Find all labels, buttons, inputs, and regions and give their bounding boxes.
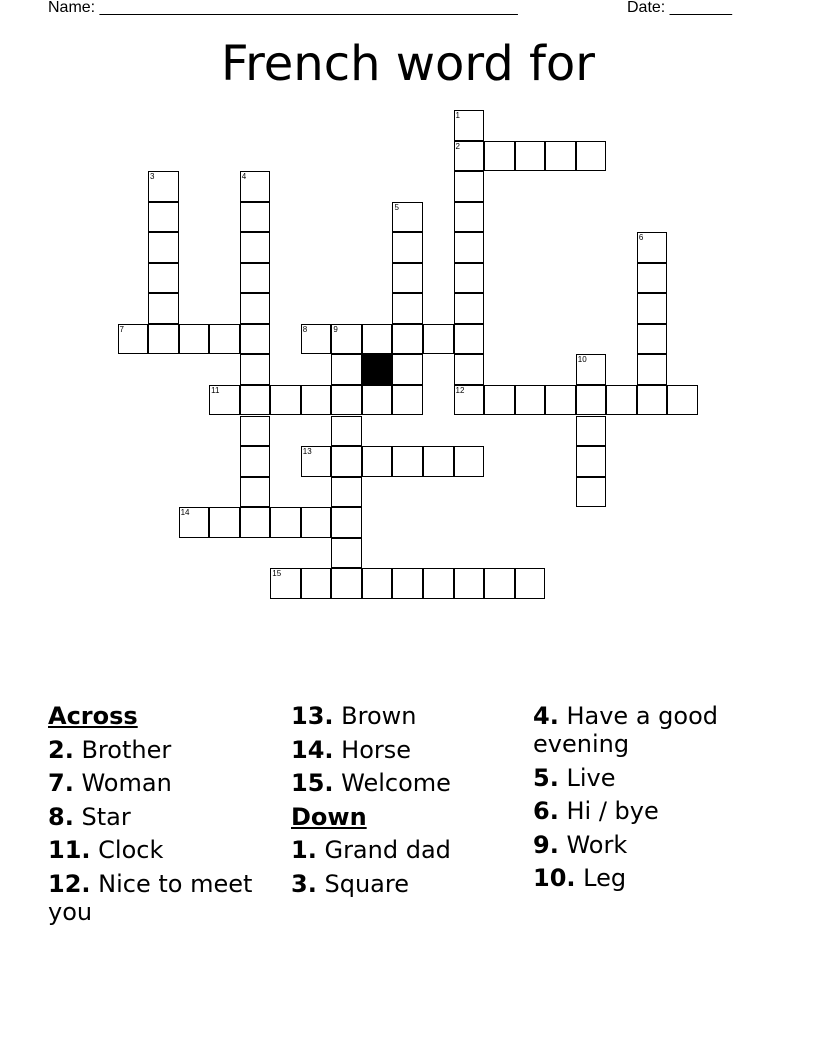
crossword-cell[interactable] [362, 568, 393, 599]
clue-text: Hi / bye [566, 797, 659, 825]
crossword-cell[interactable] [454, 263, 485, 294]
crossword-cell[interactable] [240, 232, 271, 263]
clue-number: 10. [533, 864, 576, 892]
crossword-cell[interactable] [454, 385, 485, 416]
clue-column-1 [48, 702, 278, 931]
crossword-cell[interactable] [606, 385, 637, 416]
crossword-cell[interactable] [240, 446, 271, 477]
date-field[interactable]: Date: _______ [627, 0, 732, 16]
crossword-cell[interactable] [301, 385, 332, 416]
crossword-cell[interactable] [301, 568, 332, 599]
clue-number-label: 10 [577, 355, 587, 365]
crossword-cell[interactable] [454, 110, 485, 141]
crossword-cell[interactable] [423, 324, 454, 355]
crossword-cell[interactable] [637, 354, 668, 385]
crossword-cell[interactable] [484, 141, 515, 172]
crossword-cell[interactable] [576, 141, 607, 172]
crossword-cell[interactable] [362, 324, 393, 355]
crossword-cell[interactable] [392, 232, 423, 263]
crossword-cell[interactable] [270, 385, 301, 416]
crossword-cell[interactable] [454, 354, 485, 385]
crossword-cell[interactable] [240, 293, 271, 324]
clue-text: Clock [98, 836, 164, 864]
clue-number-label: 12 [455, 385, 465, 395]
clue-number: 6. [533, 797, 559, 825]
clue-item [291, 769, 521, 797]
crossword-black-cell [362, 354, 393, 385]
clue-number-label: 4 [241, 172, 247, 182]
clue-item [48, 803, 278, 831]
name-field[interactable]: Name: _______________________________________________ [48, 0, 518, 16]
crossword-cell[interactable] [576, 477, 607, 508]
crossword-cell[interactable] [454, 232, 485, 263]
clue-text: Welcome [341, 769, 451, 797]
crossword-cell[interactable] [423, 568, 454, 599]
crossword-cell[interactable] [454, 171, 485, 202]
crossword-cell[interactable] [179, 507, 210, 538]
clue-text: Grand dad [324, 836, 451, 864]
clue-item [533, 864, 763, 892]
crossword-cell[interactable] [576, 385, 607, 416]
crossword-cell[interactable] [240, 477, 271, 508]
clue-item [291, 736, 521, 764]
clue-text: Nice to meet you [48, 869, 253, 926]
clue-column-2 [291, 702, 521, 903]
crossword-cell[interactable] [362, 446, 393, 477]
clue-number-label: 8 [302, 324, 308, 334]
clue-text: Brown [341, 702, 417, 730]
clue-item [48, 736, 278, 764]
crossword-cell[interactable] [392, 446, 423, 477]
clue-number: 3. [291, 869, 317, 898]
clue-number-label: 6 [638, 233, 644, 243]
clue-item [533, 831, 763, 859]
crossword-cell[interactable] [392, 568, 423, 599]
clue-text: Star [81, 802, 131, 831]
clue-item [291, 836, 521, 864]
clue-text: Horse [341, 735, 412, 764]
crossword-cell[interactable] [576, 416, 607, 447]
clue-item [533, 764, 763, 792]
clue-item [291, 870, 521, 898]
crossword-cell[interactable] [637, 232, 668, 263]
crossword-cell[interactable] [301, 324, 332, 355]
clue-text: Work [566, 830, 628, 859]
clue-item [48, 836, 278, 864]
crossword-cell[interactable] [148, 293, 179, 324]
crossword-cell[interactable] [637, 263, 668, 294]
clue-item [48, 870, 278, 926]
crossword-cell[interactable] [637, 293, 668, 324]
clue-number-label: 2 [455, 141, 460, 151]
clue-number: 5. [533, 763, 559, 792]
crossword-cell[interactable] [270, 568, 301, 599]
crossword-cell[interactable] [148, 202, 179, 233]
crossword-cell[interactable] [454, 446, 485, 477]
across-heading: Across [48, 702, 138, 730]
crossword-cell[interactable] [331, 324, 362, 355]
clue-number: 4. [533, 702, 559, 730]
crossword-cell[interactable] [362, 385, 393, 416]
clue-text: Leg [583, 864, 627, 892]
crossword-cell[interactable] [240, 171, 271, 202]
crossword-cell[interactable] [637, 324, 668, 355]
clue-number: 12. [48, 869, 91, 898]
crossword-cell[interactable] [331, 385, 362, 416]
crossword-cell[interactable] [392, 263, 423, 294]
crossword-cell[interactable] [515, 385, 546, 416]
crossword-cell[interactable] [423, 446, 454, 477]
crossword-cell[interactable] [484, 385, 515, 416]
clue-text: Brother [81, 735, 172, 764]
crossword-cell[interactable] [148, 324, 179, 355]
clue-text: Square [324, 869, 409, 898]
clue-number-label: 1 [455, 111, 460, 120]
clue-number: 15. [291, 769, 334, 797]
crossword-cell[interactable] [148, 232, 179, 263]
crossword-cell[interactable] [331, 354, 362, 385]
clue-number: 9. [533, 830, 559, 859]
clue-column-3 [533, 702, 763, 898]
clue-number: 1. [291, 836, 317, 864]
crossword-cell[interactable] [240, 263, 271, 294]
down-heading: Down [291, 802, 367, 831]
clue-number-label: 15 [272, 569, 282, 579]
crossword-cell[interactable] [392, 385, 423, 416]
clue-text: Woman [81, 769, 172, 797]
crossword-cell[interactable] [515, 141, 546, 172]
crossword-cell[interactable] [392, 354, 423, 385]
crossword-cell[interactable] [484, 568, 515, 599]
crossword-cell[interactable] [454, 293, 485, 324]
crossword-cell[interactable] [331, 416, 362, 447]
clue-number-label: 9 [333, 324, 338, 334]
clue-number: 8. [48, 802, 74, 831]
crossword-cell[interactable] [454, 202, 485, 233]
crossword-cell[interactable] [331, 477, 362, 508]
crossword-cell[interactable] [240, 324, 271, 355]
crossword-cell[interactable] [454, 568, 485, 599]
clue-number-label: 5 [394, 202, 399, 212]
clue-number-label: 7 [119, 324, 124, 334]
crossword-cell[interactable] [392, 324, 423, 355]
clue-number: 11. [48, 836, 91, 864]
crossword-cell[interactable] [209, 507, 240, 538]
crossword-cell[interactable] [392, 202, 423, 233]
crossword-cell[interactable] [576, 446, 607, 477]
crossword-cell[interactable] [545, 385, 576, 416]
crossword-cell[interactable] [667, 385, 698, 416]
clue-number: 14. [291, 735, 334, 764]
crossword-cell[interactable] [331, 568, 362, 599]
crossword-cell[interactable] [209, 385, 240, 416]
crossword-cell[interactable] [515, 568, 546, 599]
crossword-cell[interactable] [545, 141, 576, 172]
clue-number-label: 3 [150, 172, 155, 182]
puzzle-title: French word for [220, 36, 596, 92]
crossword-cell[interactable] [118, 324, 149, 355]
crossword-cell[interactable] [179, 324, 210, 355]
crossword-cell[interactable] [637, 385, 668, 416]
crossword-cell[interactable] [301, 446, 332, 477]
clue-item [291, 702, 521, 730]
crossword-cell[interactable] [148, 171, 179, 202]
clue-text: Live [566, 763, 616, 792]
crossword-cell[interactable] [240, 416, 271, 447]
crossword-cell[interactable] [331, 446, 362, 477]
crossword-cell[interactable] [270, 507, 301, 538]
crossword-cell[interactable] [331, 507, 362, 538]
crossword-cell[interactable] [240, 385, 271, 416]
crossword-cell[interactable] [209, 324, 240, 355]
crossword-cell[interactable] [454, 324, 485, 355]
crossword-cell[interactable] [331, 538, 362, 569]
clue-number: 7. [48, 769, 74, 797]
crossword-cell[interactable] [240, 354, 271, 385]
crossword-cell[interactable] [240, 507, 271, 538]
clue-item [533, 702, 763, 758]
clue-item [533, 797, 763, 825]
crossword-cell[interactable] [148, 263, 179, 294]
clue-number-label: 11 [211, 385, 220, 395]
clue-number: 2. [48, 735, 74, 764]
crossword-cell[interactable] [240, 202, 271, 233]
crossword-cell[interactable] [392, 293, 423, 324]
clue-number: 13. [291, 702, 334, 730]
crossword-cell[interactable] [576, 354, 607, 385]
clue-item [48, 769, 278, 797]
crossword-cell[interactable] [301, 507, 332, 538]
crossword-cell[interactable] [454, 141, 485, 172]
clue-text: Have a good evening [533, 702, 718, 758]
clue-number-label: 14 [180, 508, 190, 518]
clue-number-label: 13 [302, 447, 312, 457]
